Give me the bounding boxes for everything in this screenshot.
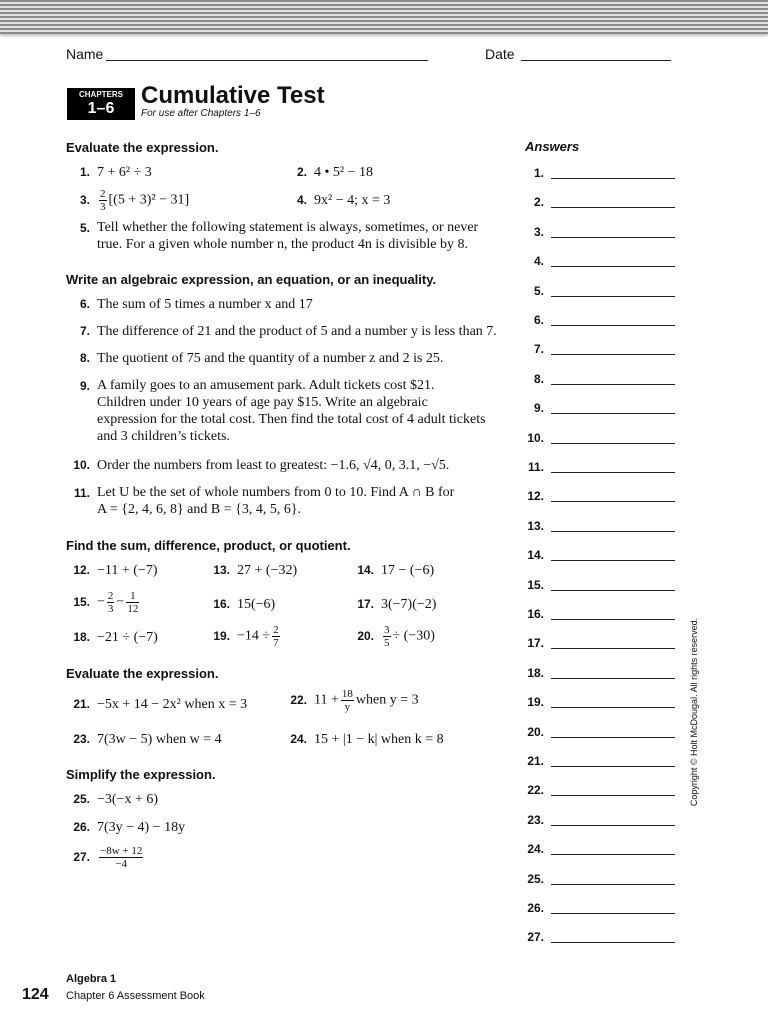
section-heading-write-expression: Write an algebraic expression, an equation, or an inequality. — [66, 272, 437, 287]
answers-heading: Answers — [525, 139, 580, 154]
answer-row — [520, 519, 676, 535]
answer-row — [520, 872, 676, 888]
date-field[interactable] — [521, 46, 671, 61]
question-5-text: Tell whether the following statement is always, sometimes, or never true. For a given whole number n, the product 4n is divisible by 8. — [97, 220, 479, 252]
footer-book-title: Algebra 1 — [66, 973, 117, 985]
answer-blank[interactable] — [551, 619, 675, 620]
section-heading-simplify: Simplify the expression. — [66, 767, 216, 782]
page-subtitle: For use after Chapters 1–6 — [141, 108, 261, 119]
answer-number: 3. — [533, 224, 544, 239]
answer-blank[interactable] — [551, 707, 675, 708]
answer-blank[interactable] — [551, 472, 675, 473]
answer-row — [520, 930, 676, 946]
question-24: 24. 15 + |1 − k| when k = 8 — [290, 732, 444, 747]
badge-top: CHAPTERS — [78, 90, 123, 99]
answer-blank[interactable] — [551, 854, 675, 855]
answer-number: 11. — [527, 460, 544, 474]
question-27: 27. $\frac{-8w + 12}{-4}$ — [73, 845, 143, 870]
question-19: 19. −14 ÷ $\frac{2}{7}$ — [213, 624, 279, 649]
question-16: 16. 15(−6) — [213, 597, 276, 612]
question-6: 6. The sum of 5 times a number x and 17 — [79, 297, 313, 312]
name-field[interactable] — [106, 46, 428, 61]
answer-number: 15. — [527, 577, 544, 592]
answer-row — [520, 372, 676, 388]
answer-blank[interactable] — [551, 913, 675, 914]
answer-number: 26. — [527, 901, 544, 915]
question-21: 21. −5x + 14 − 2x² when x = 3 — [73, 697, 248, 712]
answer-number: 4. — [533, 254, 544, 269]
question-11-number: 11. — [73, 486, 90, 500]
question-13: 13. 27 + (−32) — [213, 563, 298, 578]
answer-number: 17. — [527, 636, 544, 651]
answer-number: 10. — [527, 430, 544, 445]
question-5-number: 5. — [79, 221, 90, 235]
answer-row — [520, 842, 676, 858]
copyright-notice: Copyright © Holt McDougal. All rights reserved. — [689, 617, 699, 807]
answer-row — [520, 313, 676, 329]
section-heading-operations: Find the sum, difference, product, or quotient. — [66, 538, 351, 553]
answer-blank[interactable] — [551, 178, 675, 179]
answer-number: 13. — [527, 518, 544, 533]
answer-row — [520, 813, 676, 829]
answer-row — [520, 489, 676, 505]
answer-blank[interactable] — [551, 266, 675, 267]
answer-blank[interactable] — [551, 384, 675, 385]
question-4: 4. 9x² − 4; x = 3 — [296, 193, 391, 208]
question-1: 1. 7 + 6² ÷ 3 — [79, 165, 152, 180]
question-15: 15. − $\frac{2}{3}$ − $\frac{1}{12}$ — [73, 590, 139, 615]
date-label: Date — [485, 46, 515, 62]
answer-blank[interactable] — [551, 237, 675, 238]
answer-row — [520, 225, 676, 241]
question-9-number: 9. — [79, 379, 90, 393]
answer-blank[interactable] — [551, 354, 675, 355]
answer-row — [520, 460, 676, 476]
page-title: Cumulative Test — [141, 82, 325, 109]
question-8: 8. The quotient of 75 and the quantity of a number z and 2 is 25. — [79, 351, 444, 366]
answer-row — [520, 195, 676, 211]
answer-number: 25. — [527, 871, 544, 886]
answer-blank[interactable] — [551, 413, 675, 414]
answer-blank[interactable] — [551, 942, 675, 943]
answer-row — [520, 284, 676, 300]
section-heading-evaluate: Evaluate the expression. — [66, 140, 219, 155]
answer-row — [520, 695, 676, 711]
answer-number: 14. — [527, 548, 544, 563]
answer-number: 12. — [527, 489, 544, 504]
name-label: Name — [66, 46, 104, 62]
question-7: 7. The difference of 21 and the product of 5 and a number y is less than 7. — [79, 324, 497, 339]
answer-blank[interactable] — [551, 884, 675, 885]
answer-row — [520, 166, 676, 182]
answer-row — [520, 636, 676, 652]
answer-blank[interactable] — [551, 590, 675, 591]
question-14: 14. 17 − (−6) — [357, 563, 435, 578]
answer-number: 27. — [527, 930, 544, 945]
question-22: 22. 11 + $\frac{18}{y}$ when y = 3 — [290, 688, 419, 713]
answer-blank[interactable] — [551, 443, 675, 444]
answer-row — [520, 754, 676, 770]
answer-number: 5. — [533, 283, 544, 298]
answer-blank[interactable] — [551, 560, 675, 561]
question-20: 20. $\frac{3}{5}$ ÷ (−30) — [357, 624, 435, 649]
footer-book-subtitle: Chapter 6 Assessment Book — [66, 990, 205, 1002]
answer-blank[interactable] — [551, 531, 675, 532]
chapters-badge — [67, 88, 135, 120]
answer-row — [520, 548, 676, 564]
answer-blank[interactable] — [551, 678, 675, 679]
question-17: 17. 3(−7)(−2) — [357, 597, 437, 612]
answer-blank[interactable] — [551, 648, 675, 649]
answer-row — [520, 578, 676, 594]
answer-number: 6. — [533, 313, 544, 327]
question-10: 10. Order the numbers from least to greatest: −1.6, √4, 0, 3.1, −√5. — [73, 458, 450, 473]
answer-number: 2. — [533, 195, 544, 210]
badge-range: 1–6 — [87, 100, 115, 117]
answer-row — [520, 342, 676, 358]
answer-blank[interactable] — [551, 766, 675, 767]
answer-number: 22. — [527, 783, 544, 798]
page-number: 124 — [22, 986, 49, 1003]
answer-row — [520, 607, 676, 623]
answer-blank[interactable] — [551, 795, 675, 796]
question-12: 12. −11 + (−7) — [73, 563, 158, 578]
answer-blank[interactable] — [551, 207, 675, 208]
answer-row — [520, 666, 676, 682]
answer-number: 20. — [527, 724, 544, 739]
answer-number: 21. — [527, 754, 544, 768]
answer-number: 8. — [533, 371, 544, 386]
answer-number: 18. — [527, 665, 544, 680]
answer-blank[interactable] — [551, 737, 675, 738]
answer-blank[interactable] — [551, 296, 675, 297]
answer-row — [520, 254, 676, 270]
answer-number: 24. — [527, 842, 544, 857]
answer-number: 16. — [527, 607, 544, 621]
question-11-text: Let U be the set of whole numbers from 0 to 10. Find A ∩ B for A = {2, 4, 6, 8} and B = {3, 4, 5, 6}. — [97, 485, 455, 517]
answer-number: 9. — [533, 401, 544, 416]
answer-blank[interactable] — [551, 825, 675, 826]
question-26: 26. 7(3y − 4) − 18y — [73, 820, 186, 835]
answer-row — [520, 901, 676, 917]
question-9-text: A family goes to an amusement park. Adult tickets cost $21. Children under 10 years of age pay $15. Write an algebraic expression for the total cost. Then find the total cost of 4 adult tickets and 3 children’s tickets. — [97, 378, 486, 444]
question-3: 3. $\frac{2}{3}$ [(5 + 3)² − 31] — [79, 188, 190, 213]
top-stripe-decoration — [0, 0, 768, 34]
answer-number: 23. — [527, 812, 544, 827]
question-2: 2. 4 • 5² − 18 — [296, 165, 373, 180]
answer-row — [520, 401, 676, 417]
question-25: 25. −3(−x + 6) — [73, 792, 159, 807]
section-heading-evaluate-2: Evaluate the expression. — [66, 666, 219, 681]
answer-row — [520, 431, 676, 447]
answer-number: 19. — [527, 695, 544, 710]
answer-blank[interactable] — [551, 501, 675, 502]
fraction: $\frac{2}{3}$ — [100, 188, 106, 213]
answer-row — [520, 783, 676, 799]
answer-number: 1. — [533, 166, 544, 180]
answer-number: 7. — [533, 342, 544, 357]
answer-blank[interactable] — [551, 325, 675, 326]
question-23: 23. 7(3w − 5) when w = 4 — [73, 732, 222, 747]
question-18: 18. −21 ÷ (−7) — [73, 630, 158, 645]
answer-row — [520, 725, 676, 741]
